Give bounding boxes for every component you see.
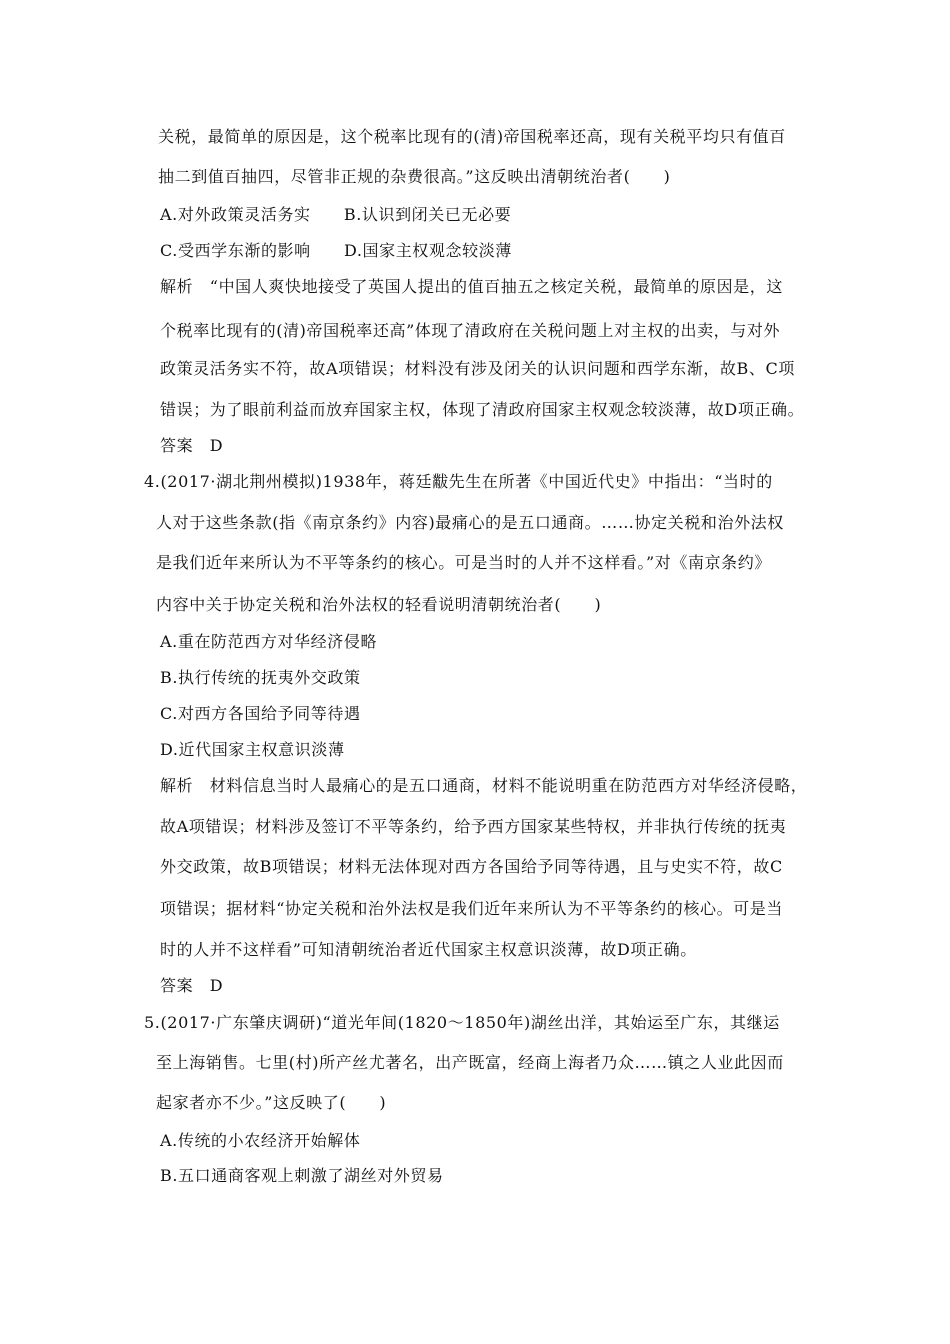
q3-analysis-line-3: 政策灵活务实不符，故A项错误；材料没有涉及闭关的认识问题和西学东渐，故B、C项 bbox=[160, 359, 795, 378]
q5-option-a: A.传统的小农经济开始解体 bbox=[160, 1131, 361, 1150]
q5-option-b: B.五口通商客观上刺激了湖丝对外贸易 bbox=[160, 1166, 444, 1185]
q5-stem-line-2: 至上海销售。七里(村)所产丝尤著名，出产既富，经商上海者乃众……镇之人业此因而 bbox=[156, 1053, 784, 1072]
q3-analysis-line-2: 个税率比现有的(清)帝国税率还高”体现了清政府在关税问题上对主权的出卖，与对外 bbox=[160, 321, 781, 340]
q3-answer: 答案 D bbox=[160, 436, 224, 455]
q3-stem-line-1: 关税，最简单的原因是，这个税率比现有的(清)帝国税率还高，现有关税平均只有值百 bbox=[158, 127, 786, 146]
q5-stem-line-3: 起家者亦不少。”这反映了( ) bbox=[156, 1093, 387, 1112]
q3-options-line-2: C.受西学东渐的影响 D.国家主权观念较淡薄 bbox=[160, 241, 512, 260]
q3-options-line-1: A.对外政策灵活务实 B.认识到闭关已无必要 bbox=[160, 205, 512, 224]
q4-analysis-line-5: 时的人并不这样看”可知清朝统治者近代国家主权意识淡薄，故D项正确。 bbox=[160, 940, 697, 959]
q5-stem-line-1: 5.(2017·广东肇庆调研)“道光年间(1820～1850年)湖丝出洋，其始运至广东，其继运 bbox=[144, 1013, 780, 1032]
q4-stem-line-4: 内容中关于协定关税和治外法权的轻看说明清朝统治者( ) bbox=[156, 595, 602, 614]
q4-analysis-line-3: 外交政策，故B项错误；材料无法体现对西方各国给予同等待遇，且与史实不符，故C bbox=[160, 857, 783, 876]
q4-analysis-line-1: 解析 材料信息当时人最痛心的是五口通商，材料不能说明重在防范西方对华经济侵略， bbox=[160, 776, 808, 795]
q4-option-c: C.对西方各国给予同等待遇 bbox=[160, 704, 361, 723]
q4-stem-line-2: 人对于这些条款(指《南京条约》内容)最痛心的是五口通商。……协定关税和治外法权 bbox=[156, 513, 784, 532]
q4-stem-line-1: 4.(2017·湖北荆州模拟)1938年，蒋廷黻先生在所著《中国近代史》中指出：“当时的 bbox=[144, 472, 773, 491]
q4-option-d: D.近代国家主权意识淡薄 bbox=[160, 740, 345, 759]
q3-analysis-line-4: 错误；为了眼前利益而放弃国家主权，体现了清政府国家主权观念较淡薄，故D项正确。 bbox=[160, 400, 805, 419]
q4-option-b: B.执行传统的抚夷外交政策 bbox=[160, 668, 361, 687]
q3-stem-line-2: 抽二到值百抽四，尽管非正规的杂费很高。”这反映出清朝统治者( ) bbox=[158, 167, 671, 186]
q4-analysis-line-4: 项错误；据材料“协定关税和治外法权是我们近年来所认为不平等条约的核心。可是当 bbox=[160, 899, 783, 918]
q4-stem-line-3: 是我们近年来所认为不平等条约的核心。可是当时的人并不这样看。”对《南京条约》 bbox=[156, 553, 771, 572]
q4-analysis-line-2: 故A项错误；材料涉及签订不平等条约，给予西方国家某些特权，并非执行传统的抚夷 bbox=[160, 817, 787, 836]
q4-answer: 答案 D bbox=[160, 976, 224, 995]
q4-option-a: A.重在防范西方对华经济侵略 bbox=[160, 632, 378, 651]
q3-analysis-line-1: 解析 “中国人爽快地接受了英国人提出的值百抽五之核定关税，最简单的原因是，这 bbox=[160, 277, 783, 296]
